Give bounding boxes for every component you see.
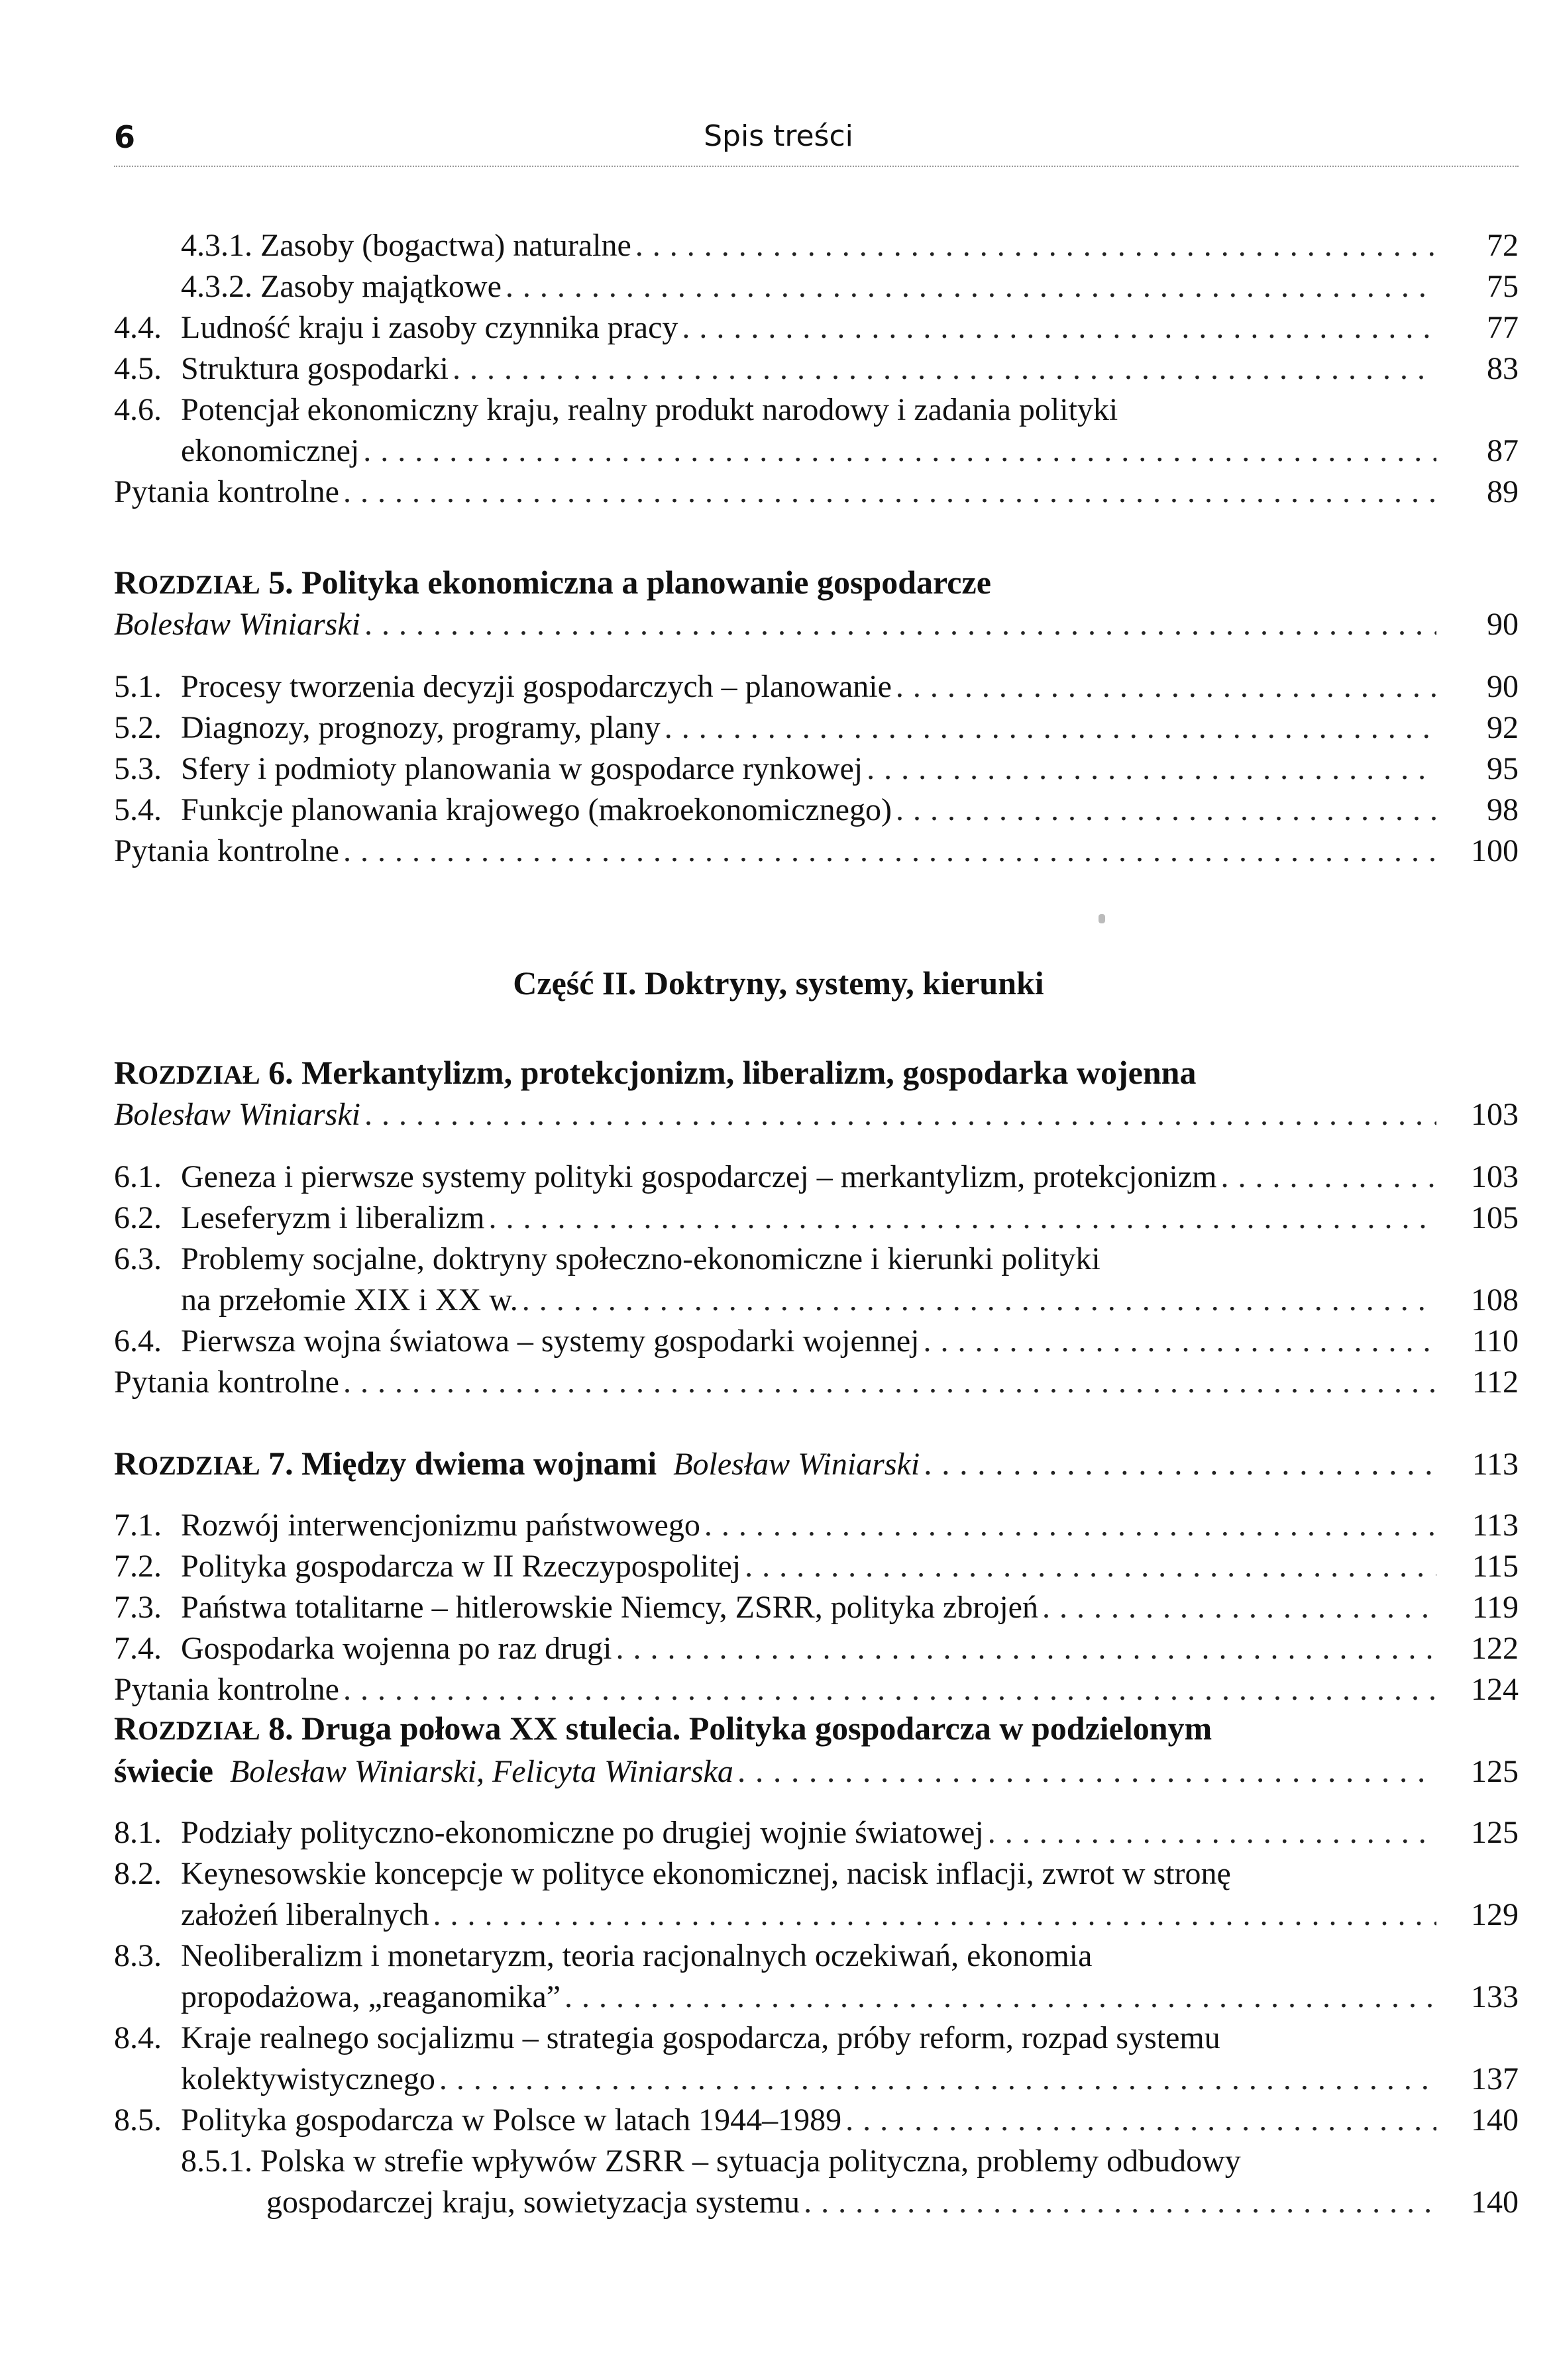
chapter-number: 7. xyxy=(268,1445,294,1482)
entry-title-continued: na przełomie XIX i XX w. xyxy=(181,1282,518,1318)
entry-title: Ludność kraju i zasoby czynnika pracy xyxy=(181,310,678,345)
entry-title: Keynesowskie koncepcje w polityce ekonomicznej, nacisk inflacji, zwrot w stronę xyxy=(181,1856,1231,1891)
entry-number: 7.3. xyxy=(114,1590,162,1625)
entry-page: 137 xyxy=(1471,2061,1519,2096)
entry-title: Diagnozy, prognozy, programy, plany xyxy=(181,710,661,745)
entry-title: Pytania kontrolne xyxy=(114,474,339,509)
entry-page: 122 xyxy=(1471,1631,1519,1666)
chapter-page: 113 xyxy=(1472,1447,1519,1482)
toc-entry-continuation[interactable] xyxy=(181,1977,1519,2018)
toc-entry[interactable] xyxy=(114,1321,1519,1362)
chapter-heading[interactable] xyxy=(114,1708,1519,1749)
chapter-heading[interactable] xyxy=(114,1052,1519,1093)
leader-dots xyxy=(682,307,1436,348)
part-heading: Część II. Doktryny, systemy, kierunki xyxy=(513,964,1044,1002)
entry-page: 112 xyxy=(1472,1365,1519,1400)
entry-title: Polska w strefie wpływów ZSRR – sytuacja polityczna, problemy odbudowy xyxy=(260,2144,1241,2179)
toc-entry[interactable] xyxy=(114,1936,1519,1977)
entry-title: Neoliberalizm i monetaryzm, teoria racjonalnych oczekiwań, ekonomia xyxy=(181,1938,1093,1973)
toc-entry-continuation[interactable] xyxy=(266,2182,1519,2223)
chapter-label-initial: R xyxy=(114,1054,138,1091)
entry-page: 140 xyxy=(1471,2102,1519,2138)
leader-dots xyxy=(506,266,1436,307)
page-number: 6 xyxy=(114,119,136,155)
toc-entry[interactable] xyxy=(114,1853,1519,1894)
leader-dots xyxy=(616,1628,1436,1669)
entry-page: 72 xyxy=(1487,228,1519,263)
entry-page: 89 xyxy=(1487,474,1519,509)
header-rule xyxy=(114,166,1519,167)
entry-page: 108 xyxy=(1471,1282,1519,1318)
toc-entry[interactable] xyxy=(114,831,1519,872)
entry-title-continued: założeń liberalnych xyxy=(181,1897,429,1932)
entry-title: Sfery i podmioty planowania w gospodarce rynkowej xyxy=(181,751,863,786)
toc-entry[interactable] xyxy=(114,348,1519,389)
leader-dots xyxy=(343,1362,1436,1403)
leader-dots xyxy=(896,790,1436,831)
entry-page: 140 xyxy=(1471,2185,1519,2220)
chapter-label-initial: R xyxy=(114,1445,138,1482)
toc-entry[interactable] xyxy=(114,1157,1519,1198)
chapter-author: Bolesław Winiarski xyxy=(114,1097,360,1132)
chapter-number: 5. xyxy=(268,564,294,601)
chapter-title: Polityka ekonomiczna a planowanie gospodarcze xyxy=(301,564,991,601)
leader-dots xyxy=(988,1812,1436,1853)
chapter-label-rest: OZDZIAŁ xyxy=(138,1060,260,1090)
chapter-heading[interactable] xyxy=(114,562,1519,603)
entry-number: 4.6. xyxy=(114,392,162,427)
entry-number: 8.3. xyxy=(114,1938,162,1973)
leader-dots xyxy=(343,1669,1436,1710)
leader-dots xyxy=(522,1280,1436,1321)
scan-artifact xyxy=(1099,914,1105,923)
entry-number: 7.1. xyxy=(114,1508,162,1543)
toc-entry-continuation[interactable] xyxy=(181,2059,1519,2100)
chapter-label-rest: OZDZIAŁ xyxy=(138,1716,260,1745)
chapter-title: Merkantylizm, protekcjonizm, liberalizm, gospodarka wojenna xyxy=(301,1054,1197,1091)
chapter-heading-continuation[interactable] xyxy=(114,1750,1519,1791)
entry-number: 7.2. xyxy=(114,1549,162,1584)
chapter-author: Bolesław Winiarski xyxy=(114,607,360,642)
toc-entry[interactable] xyxy=(114,472,1519,513)
entry-page: 133 xyxy=(1471,1979,1519,2014)
entry-number: 6.1. xyxy=(114,1159,162,1194)
chapter-number: 6. xyxy=(268,1054,294,1091)
chapter-page: 125 xyxy=(1471,1754,1519,1789)
entry-number: 8.4. xyxy=(114,2020,162,2055)
leader-dots xyxy=(343,831,1436,872)
entry-page: 124 xyxy=(1471,1672,1519,1707)
entry-number: 8.2. xyxy=(114,1856,162,1891)
entry-number: 6.4. xyxy=(114,1323,162,1359)
entry-title: Państwa totalitarne – hitlerowskie Niemcy, ZSRR, polityka zbrojeń xyxy=(181,1590,1038,1625)
entry-number: 6.3. xyxy=(114,1241,162,1276)
entry-number: 5.2. xyxy=(114,710,162,745)
entry-title-continued: propodażowa, „reaganomika” xyxy=(181,1979,561,2014)
entry-page: 105 xyxy=(1471,1200,1519,1235)
entry-number: 8.5. xyxy=(114,2102,162,2138)
entry-page: 77 xyxy=(1487,310,1519,345)
leader-dots xyxy=(433,1894,1436,1936)
toc-entry-continuation[interactable] xyxy=(181,431,1519,472)
chapter-number: 8. xyxy=(268,1710,294,1747)
entry-title: Polityka gospodarcza w II Rzeczypospolitej xyxy=(181,1549,741,1584)
entry-title: Pytania kontrolne xyxy=(114,1365,339,1400)
entry-title: Rozwój interwencjonizmu państwowego xyxy=(181,1508,700,1543)
toc-entry[interactable] xyxy=(114,749,1519,790)
entry-title: Kraje realnego socjalizmu – strategia gospodarcza, próby reform, rozpad systemu xyxy=(181,2020,1220,2055)
entry-title-continued: gospodarczej kraju, sowietyzacja systemu xyxy=(266,2185,800,2220)
entry-number: 4.3.1. xyxy=(181,228,252,263)
entry-page: 113 xyxy=(1472,1508,1519,1543)
entry-number: 4.4. xyxy=(114,310,162,345)
entry-title: Polityka gospodarcza w Polsce w latach 1944–1989 xyxy=(181,2102,842,2138)
chapter-label-rest: OZDZIAŁ xyxy=(138,1451,260,1480)
toc-entry[interactable] xyxy=(114,1198,1519,1239)
leader-dots xyxy=(923,1321,1436,1362)
toc-entry[interactable] xyxy=(114,1362,1519,1403)
entry-page: 98 xyxy=(1487,792,1519,827)
entry-number: 8.1. xyxy=(114,1815,162,1850)
leader-dots xyxy=(924,1443,1436,1484)
leader-dots xyxy=(665,707,1436,749)
chapter-page: 90 xyxy=(1487,607,1519,642)
entry-page: 119 xyxy=(1472,1590,1519,1625)
entry-title-continued: ekonomicznej xyxy=(181,433,360,468)
toc-entry[interactable] xyxy=(114,2018,1519,2059)
entry-title: Gospodarka wojenna po raz drugi xyxy=(181,1631,612,1666)
chapter-heading[interactable] xyxy=(114,1443,1519,1484)
entry-number: 5.3. xyxy=(114,751,162,786)
toc-entry[interactable] xyxy=(114,2100,1519,2141)
entry-page: 95 xyxy=(1487,751,1519,786)
entry-number: 7.4. xyxy=(114,1631,162,1666)
leader-dots xyxy=(1221,1157,1436,1198)
entry-page: 115 xyxy=(1472,1549,1519,1584)
toc-entry[interactable] xyxy=(114,389,1519,431)
leader-dots xyxy=(439,2059,1436,2100)
entry-number: 4.3.2. xyxy=(181,269,252,304)
toc-entry[interactable] xyxy=(181,266,1519,307)
toc-entry-continuation[interactable] xyxy=(181,1894,1519,1936)
chapter-title: Druga połowa XX stulecia. Polityka gospodarcza w podzielonym xyxy=(301,1710,1212,1747)
leader-dots xyxy=(453,348,1436,389)
toc-entry[interactable] xyxy=(181,2141,1519,2182)
leader-dots xyxy=(343,472,1436,513)
leader-dots xyxy=(804,2182,1436,2223)
entry-number: 5.4. xyxy=(114,792,162,827)
entry-page: 83 xyxy=(1487,351,1519,386)
entry-number: 6.2. xyxy=(114,1200,162,1235)
entry-page: 100 xyxy=(1471,833,1519,868)
chapter-page: 103 xyxy=(1471,1097,1519,1132)
chapter-label-initial: R xyxy=(114,1710,138,1747)
leader-dots xyxy=(845,2100,1436,2141)
entry-page: 90 xyxy=(1487,669,1519,704)
entry-title: Zasoby majątkowe xyxy=(260,269,502,304)
entry-title: Problemy socjalne, doktryny społeczno-ekonomiczne i kierunki polityki xyxy=(181,1241,1101,1276)
leader-dots xyxy=(488,1198,1436,1239)
entry-page: 87 xyxy=(1487,433,1519,468)
chapter-title: Między dwiema wojnami xyxy=(301,1445,657,1482)
toc-entry[interactable] xyxy=(114,307,1519,348)
leader-dots xyxy=(635,225,1436,266)
toc-entry[interactable] xyxy=(181,225,1519,266)
chapter-label-initial: R xyxy=(114,564,138,601)
toc-entry[interactable] xyxy=(114,1546,1519,1587)
entry-page: 125 xyxy=(1471,1815,1519,1850)
entry-page: 103 xyxy=(1471,1159,1519,1194)
entry-number: 5.1. xyxy=(114,669,162,704)
toc-entry[interactable] xyxy=(114,790,1519,831)
leader-dots xyxy=(745,1546,1436,1587)
chapter-title-continued: świecie xyxy=(114,1752,213,1789)
entry-number: 4.5. xyxy=(114,351,162,386)
chapter-author-line[interactable] xyxy=(114,604,1519,645)
leader-dots xyxy=(704,1505,1436,1546)
chapter-author: Bolesław Winiarski, Felicyta Winiarska xyxy=(229,1754,733,1789)
toc-entry[interactable] xyxy=(114,1628,1519,1669)
toc-entry[interactable] xyxy=(114,707,1519,749)
leader-dots xyxy=(564,1977,1436,2018)
leader-dots xyxy=(896,666,1436,707)
entry-title: Procesy tworzenia decyzji gospodarczych – planowanie xyxy=(181,669,892,704)
toc-entry[interactable] xyxy=(114,1239,1519,1280)
toc-entry[interactable] xyxy=(114,1812,1519,1853)
toc-entry[interactable] xyxy=(114,666,1519,707)
entry-title: Struktura gospodarki xyxy=(181,351,449,386)
leader-dots xyxy=(737,1750,1436,1791)
entry-title: Pytania kontrolne xyxy=(114,833,339,868)
leader-dots xyxy=(363,431,1436,472)
toc-entry[interactable] xyxy=(114,1505,1519,1546)
entry-page: 129 xyxy=(1471,1897,1519,1932)
toc-entry[interactable] xyxy=(114,1669,1519,1710)
entry-title: Pytania kontrolne xyxy=(114,1672,339,1707)
leader-dots xyxy=(364,604,1436,645)
entry-title-continued: kolektywistycznego xyxy=(181,2061,435,2096)
chapter-label-rest: OZDZIAŁ xyxy=(138,570,260,599)
running-header-title: Spis treści xyxy=(704,119,853,153)
entry-title: Funkcje planowania krajowego (makroekonomicznego) xyxy=(181,792,892,827)
entry-title: Zasoby (bogactwa) naturalne xyxy=(260,228,631,263)
leader-dots xyxy=(1042,1587,1436,1628)
leader-dots xyxy=(364,1094,1436,1135)
entry-title: Pierwsza wojna światowa – systemy gospodarki wojennej xyxy=(181,1323,920,1359)
entry-title: Leseferyzm i liberalizm xyxy=(181,1200,485,1235)
chapter-author-line[interactable] xyxy=(114,1094,1519,1135)
leader-dots xyxy=(867,749,1436,790)
entry-page: 75 xyxy=(1487,269,1519,304)
toc-entry-continuation[interactable] xyxy=(181,1280,1519,1321)
entry-title: Geneza i pierwsze systemy polityki gospodarczej – merkantylizm, protekcjonizm xyxy=(181,1159,1217,1194)
entry-page: 92 xyxy=(1487,710,1519,745)
entry-number: 8.5.1. xyxy=(181,2144,252,2179)
entry-title: Potencjał ekonomiczny kraju, realny produkt narodowy i zadania polityki xyxy=(181,392,1118,427)
chapter-author: Bolesław Winiarski xyxy=(673,1447,920,1482)
toc-entry[interactable] xyxy=(114,1587,1519,1628)
entry-page: 110 xyxy=(1472,1323,1519,1359)
entry-title: Podziały polityczno-ekonomiczne po drugiej wojnie światowej xyxy=(181,1815,984,1850)
